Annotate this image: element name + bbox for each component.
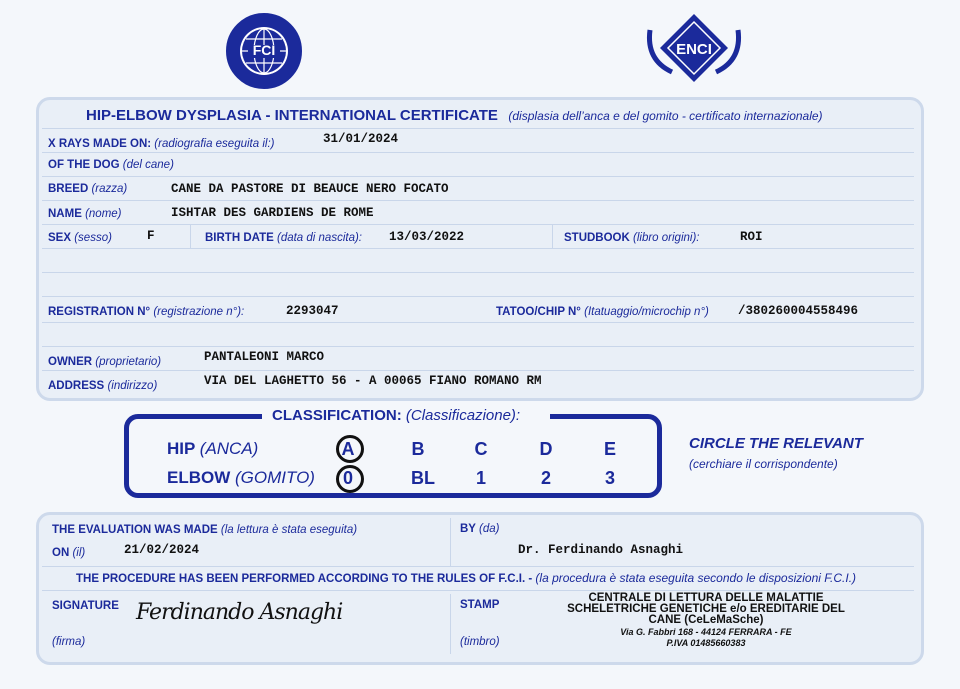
chip-label: TATOO/CHIP N° (Itatuaggio/microchip n°) <box>496 306 709 318</box>
stamp-line: CANE (CeLeMaSche) <box>648 614 764 626</box>
evaluation-on-label: ON (il) <box>52 547 86 559</box>
studbook-value: ROI <box>740 230 763 244</box>
xrays-date: 31/01/2024 <box>323 132 399 146</box>
enci-logo-text: ENCI <box>676 41 712 58</box>
signature: Ferdinando Asnaghi <box>136 600 343 625</box>
owner-label: OWNER (proprietario) <box>48 356 162 368</box>
by-label: BY (da) <box>460 523 500 535</box>
by-value: Dr. Ferdinando Asnaghi <box>518 543 684 557</box>
birth-date-label: BIRTH DATE (data di nascita): <box>205 232 362 244</box>
hip-grade: C <box>474 439 488 459</box>
certificate-title <box>86 107 823 125</box>
sex-value: F <box>147 229 155 243</box>
signature-label-it: (firma) <box>52 636 86 648</box>
breed-label: BREED (razza) <box>48 183 128 195</box>
stamp-label: STAMP <box>460 599 500 611</box>
elbow-grade: 2 <box>540 468 551 488</box>
hip-grade: D <box>539 439 553 459</box>
title-en: HIP-ELBOW DYSPLASIA - INTERNATIONAL CERTIFICATE <box>86 107 498 124</box>
chip-value: /380260004558496 <box>738 304 859 318</box>
fci-logo <box>226 13 302 89</box>
title-it: (displasia dell’anca e del gomito - certificato internazionale) <box>508 109 823 123</box>
stamp <box>556 593 856 649</box>
stamp-line: CENTRALE DI LETTURA DELLE MALATTIE <box>588 592 824 604</box>
stamp-line: Via G. Fabbri 168 - 44124 FERRARA - FE <box>620 627 792 637</box>
sex-label: SEX (sesso) <box>48 232 112 244</box>
owner-value: PANTALEONI MARCO <box>204 350 325 364</box>
elbow-grade: 3 <box>604 468 615 488</box>
evaluation-date: 21/02/2024 <box>124 543 200 557</box>
stamp-line: SCHELETRICHE GENETICHE e/o EREDITARIE DEL <box>567 603 845 615</box>
name-label: NAME (nome) <box>48 208 122 220</box>
name-value: ISHTAR DES GARDIENS DE ROME <box>171 206 374 220</box>
fci-logo-text: FCI <box>252 42 276 58</box>
elbow-grade: BL <box>411 468 435 488</box>
address-label: ADDRESS (indirizzo) <box>48 380 158 392</box>
address-value: VIA DEL LAGHETTO 56 - A 00065 FIANO ROMANO RM <box>204 374 542 388</box>
birth-date-value: 13/03/2022 <box>389 230 465 244</box>
elbow-grade: 0 <box>342 468 353 488</box>
registration-label: REGISTRATION N° (registrazione n°): <box>48 306 245 318</box>
hip-grade: B <box>411 439 425 459</box>
hip-grade: E <box>603 439 616 459</box>
procedure-note: THE PROCEDURE HAS BEEN PERFORMED ACCORDING TO THE RULES OF F.C.I. - (la procedura è stata eseguita secondo le disposizioni F.C.I.) <box>76 571 857 585</box>
elbow-grade: 1 <box>475 468 486 488</box>
circle-note-it: (cerchiare il corrispondente) <box>689 457 838 471</box>
classification-title: CLASSIFICATION: (Classificazione): <box>262 407 550 429</box>
hip-label: HIP (ANCA) <box>167 439 259 458</box>
elbow-selected-circle <box>336 465 364 493</box>
hip-grade: A <box>341 439 355 459</box>
stamp-line: P.IVA 01485660383 <box>666 638 746 648</box>
enci-logo <box>642 10 746 88</box>
stamp-label-it: (timbro) <box>460 636 500 648</box>
hip-selected-circle <box>336 435 364 463</box>
signature-label: SIGNATURE <box>52 600 119 612</box>
elbow-label: ELBOW (GOMITO) <box>167 468 315 487</box>
registration-value: 2293047 <box>286 304 339 318</box>
of-dog-label: OF THE DOG (del cane) <box>48 159 174 171</box>
circle-note: CIRCLE THE RELEVANT <box>689 435 863 452</box>
breed-value: CANE DA PASTORE DI BEAUCE NERO FOCATO <box>171 182 449 196</box>
evaluation-made-label: THE EVALUATION WAS MADE (la lettura è stata eseguita) <box>52 524 358 536</box>
studbook-label: STUDBOOK (libro origini): <box>564 232 700 244</box>
xrays-label: X RAYS MADE ON: (radiografia eseguita il:) <box>48 138 275 150</box>
